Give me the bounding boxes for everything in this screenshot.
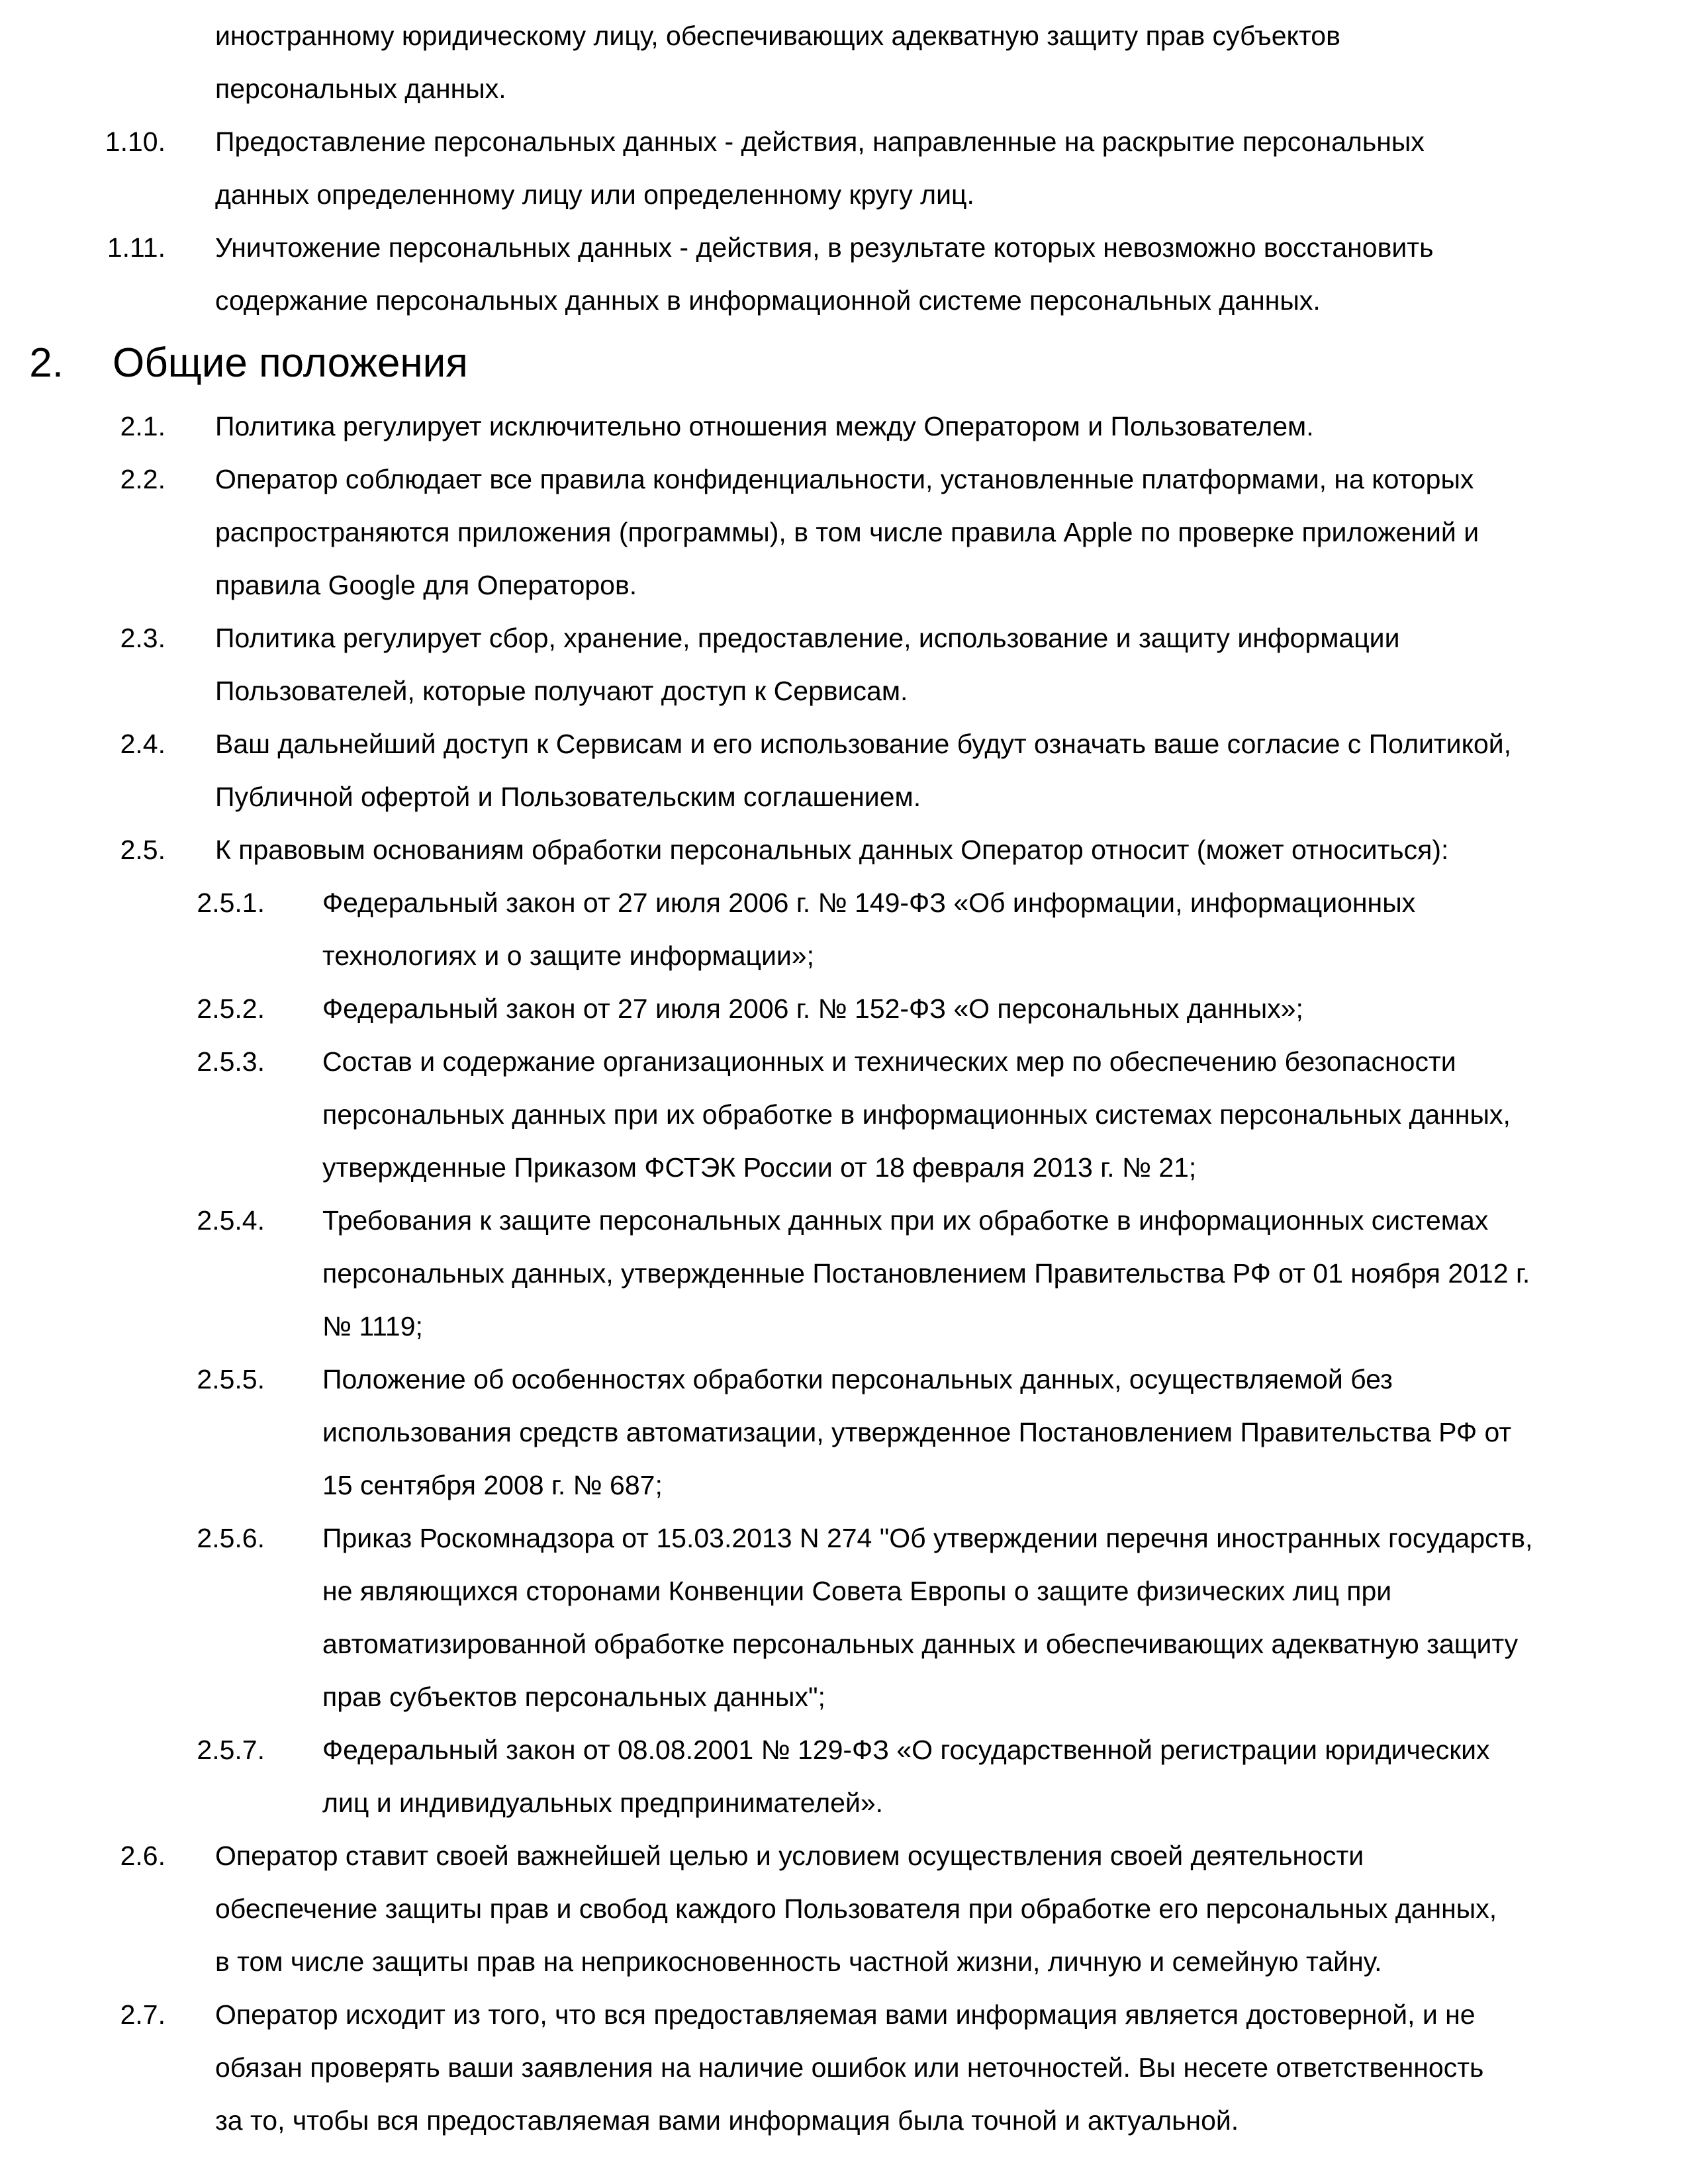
paragraph-line: содержание персональных данных в информационной системе персональных данных. bbox=[215, 285, 1321, 316]
item-number: 2.4. bbox=[120, 729, 165, 759]
paragraph-line: Публичной офертой и Пользовательским соглашением. bbox=[215, 782, 921, 812]
item-number: 2.2. bbox=[120, 464, 165, 494]
paragraph-line: Требования к защите персональных данных при их обработке в информационных системах bbox=[322, 1205, 1489, 1236]
paragraph-continuation bbox=[0, 9, 1688, 115]
paragraph-line: Оператор ставит своей важнейшей целью и условием осуществления своей деятельности bbox=[215, 1841, 1364, 1871]
list-item-2-5 bbox=[0, 823, 1688, 876]
list-item-2-1 bbox=[0, 400, 1688, 453]
item-number: 2.5.1. bbox=[197, 887, 265, 918]
paragraph-line: К правовым основаниям обработки персональных данных Оператор относит (может относиться): bbox=[215, 835, 1449, 865]
list-item-2-7 bbox=[0, 1988, 1688, 2147]
paragraph-line: правила Google для Операторов. bbox=[215, 570, 637, 600]
list-item-2-5-5 bbox=[0, 1353, 1688, 1512]
paragraph-line: обеспечение защиты прав и свобод каждого Пользователя при обработке его персональных данных, bbox=[215, 1893, 1497, 1924]
paragraph-line: за то, чтобы вся предоставляемая вами информация была точной и актуальной. bbox=[215, 2105, 1239, 2136]
item-number: 2.5.4. bbox=[197, 1205, 265, 1236]
item-number: 2.3. bbox=[120, 623, 165, 653]
list-item-2-5-3 bbox=[0, 1035, 1688, 1194]
item-number: 2.5. bbox=[120, 835, 165, 865]
list-item-2-3 bbox=[0, 612, 1688, 717]
paragraph-line: использования средств автоматизации, утвержденное Постановлением Правительства РФ от bbox=[322, 1417, 1512, 1447]
item-number: 2.5.5. bbox=[197, 1364, 265, 1394]
item-number: 2.1. bbox=[120, 411, 165, 441]
paragraph-line: Положение об особенностях обработки персональных данных, осуществляемой без bbox=[322, 1364, 1393, 1394]
paragraph-line: персональных данных при их обработке в информационных системах персональных данных, bbox=[322, 1099, 1511, 1130]
paragraph-line: не являющихся сторонами Конвенции Совета Европы о защите физических лиц при bbox=[322, 1576, 1392, 1606]
item-number: 1.11. bbox=[107, 232, 165, 263]
paragraph-line: в том числе защиты прав на неприкосновенность частной жизни, личную и семейную тайну. bbox=[215, 1946, 1382, 1977]
item-number: 1.10. bbox=[105, 126, 165, 157]
list-item-2-5-6 bbox=[0, 1512, 1688, 1723]
paragraph-line: Оператор исходит из того, что вся предоставляемая вами информация является достоверной, и не bbox=[215, 1999, 1476, 2030]
item-number: 2.5.2. bbox=[197, 993, 265, 1024]
paragraph-line: персональных данных, утвержденные Постановлением Правительства РФ от 01 ноября 2012 г. bbox=[322, 1258, 1530, 1289]
list-item-2-2 bbox=[0, 453, 1688, 612]
list-item-2-6 bbox=[0, 1829, 1688, 1988]
list-item-2-4 bbox=[0, 717, 1688, 823]
section-number: 2. bbox=[29, 340, 64, 386]
item-number: 2.6. bbox=[120, 1841, 165, 1871]
paragraph-line: обязан проверять ваши заявления на наличие ошибок или неточностей. Вы несете ответственность bbox=[215, 2052, 1484, 2083]
item-number: 2.7. bbox=[120, 1999, 165, 2030]
paragraph-line: лиц и индивидуальных предпринимателей». bbox=[322, 1788, 884, 1818]
list-item-2-5-2 bbox=[0, 982, 1688, 1035]
paragraph-line: Состав и содержание организационных и технических мер по обеспечению безопасности bbox=[322, 1046, 1456, 1077]
paragraph-line: Политика регулирует сбор, хранение, предоставление, использование и защиту информации bbox=[215, 623, 1400, 653]
paragraph-line: Пользователей, которые получают доступ к Сервисам. bbox=[215, 676, 908, 706]
paragraph-line: Федеральный закон от 08.08.2001 № 129-ФЗ «О государственной регистрации юридических bbox=[322, 1735, 1490, 1765]
paragraph-line: Ваш дальнейший доступ к Сервисам и его использование будут означать ваше согласие с Политикой, bbox=[215, 729, 1512, 759]
list-item-1-11 bbox=[0, 221, 1688, 327]
section-title: Общие положения bbox=[113, 340, 468, 386]
paragraph-line: утвержденные Приказом ФСТЭК России от 18 февраля 2013 г. № 21; bbox=[322, 1152, 1197, 1183]
paragraph-line: Приказ Роскомнадзора от 15.03.2013 N 274 "Об утверждении перечня иностранных государств, bbox=[322, 1523, 1533, 1553]
paragraph-line: иностранному юридическому лицу, обеспечивающих адекватную защиту прав субъектов bbox=[215, 21, 1340, 51]
paragraph-line: персональных данных. bbox=[215, 73, 506, 104]
item-number: 2.5.7. bbox=[197, 1735, 265, 1765]
paragraph-line: технологиях и о защите информации»; bbox=[322, 940, 814, 971]
paragraph-line: Предоставление персональных данных - действия, направленные на раскрытие персональных bbox=[215, 126, 1425, 157]
paragraph-line: Федеральный закон от 27 июля 2006 г. № 152-ФЗ «О персональных данных»; bbox=[322, 993, 1303, 1024]
paragraph-line: 15 сентября 2008 г. № 687; bbox=[322, 1470, 663, 1500]
list-item-2-5-4 bbox=[0, 1194, 1688, 1353]
paragraph-line: Оператор соблюдает все правила конфиденциальности, установленные платформами, на которых bbox=[215, 464, 1474, 494]
paragraph-line: Уничтожение персональных данных - действия, в результате которых невозможно восстановить bbox=[215, 232, 1434, 263]
item-number: 2.5.6. bbox=[197, 1523, 265, 1553]
item-number: 2.5.3. bbox=[197, 1046, 265, 1077]
paragraph-line: данных определенному лицу или определенному кругу лиц. bbox=[215, 179, 974, 210]
paragraph-line: № 1119; bbox=[322, 1311, 423, 1342]
paragraph-line: Федеральный закон от 27 июля 2006 г. № 149-ФЗ «Об информации, информационных bbox=[322, 887, 1416, 918]
list-item-1-10 bbox=[0, 115, 1688, 221]
list-item-2-5-1 bbox=[0, 876, 1688, 982]
paragraph-line: распространяются приложения (программы), в том числе правила Apple по проверке приложений и bbox=[215, 517, 1479, 547]
section-heading bbox=[0, 327, 1688, 400]
paragraph-line: автоматизированной обработке персональных данных и обеспечивающих адекватную защиту bbox=[322, 1629, 1519, 1659]
list-item-2-5-7 bbox=[0, 1723, 1688, 1829]
paragraph-line: прав субъектов персональных данных"; bbox=[322, 1682, 825, 1712]
paragraph-line: Политика регулирует исключительно отношения между Оператором и Пользователем. bbox=[215, 411, 1314, 441]
